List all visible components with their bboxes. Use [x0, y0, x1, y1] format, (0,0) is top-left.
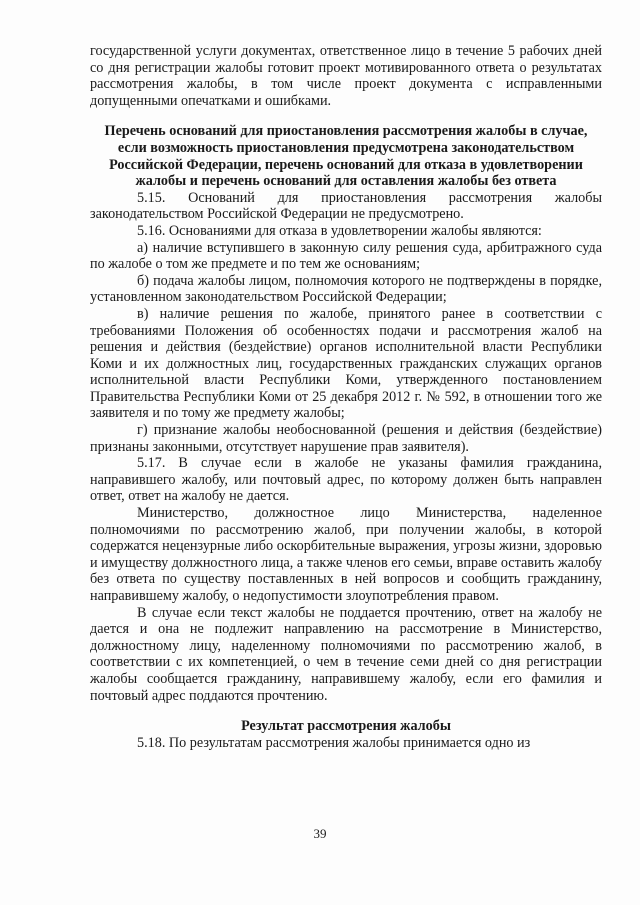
paragraph-intro: государственной услуги документах, ответственное лицо в течение 5 рабочих дней со дня регистрации жалобы готовит проект мотивированного ответа о результатах рассмотрения жалобы, в том числе проект документа с исправленными допущенными опечатками и ошибками. — [90, 43, 602, 109]
document-body — [90, 43, 602, 751]
list-item-a: а) наличие вступившего в законную силу решения суда, арбитражного суда по жалобе о том же предмете и по тем же основаниям; — [90, 239, 602, 273]
paragraph-5-18: 5.18. По результатам рассмотрения жалобы принимается одно из — [137, 734, 531, 751]
page-number: 39 — [313, 826, 327, 841]
list-item-b: б) подача жалобы лицом, полномочия которого не подтверждены в порядке, установленном законодательством Российской Федерации; — [90, 272, 602, 306]
list-item-g: г) признание жалобы необоснованной (решения и действия (бездействие) признаны законными, отсутствует нарушение прав заявителя). — [90, 422, 602, 455]
paragraph-5-17: 5.17. В случае если в жалобе не указаны фамилия гражданина, направившего жалобу, или почтовый адрес, по которому должен быть направлен ответ, ответ на жалобу не дается. — [90, 455, 602, 505]
paragraph-offensive-content: Министерство, должностное лицо Министерства, наделенное полномочиями по рассмотрению жалоб, при получении жалобы, в которой содержатся нецензурные либо оскорбительные выражения, угрозы жизни, здоровью и имуществу должностного лица, а также членов его семьи, вправе оставить жалобу без ответа по существу поставленных в ней вопросов и сообщить гражданину, направившему жалобу, о недопустимости злоупотребления правом. — [90, 505, 602, 604]
section-heading-grounds: Перечень оснований для приостановления рассмотрения жалобы в случае, если возможность приостановления предусмотрена законодательством Российской Федерации, перечень оснований для отказа в удовлетворении жалобы и перечень оснований для оставления жалобы без ответа — [104, 123, 588, 190]
section-heading-result: Результат рассмотрения жалобы — [241, 718, 451, 735]
paragraph-5-16: 5.16. Основаниями для отказа в удовлетворении жалобы являются: — [137, 222, 542, 239]
list-item-v: в) наличие решения по жалобе, принятого ранее в соответствии с требованиями Положения об особенностях подачи и рассмотрения жалоб на решения и действия (бездействие) органов исполнительной власти Республики Коми и их должностных лиц, государственных гражданских служащих органов исполнительной власти Республики Коми, утвержденного постановлением Правительства Республики Коми от 25 декабря 2012 г. № 592, в отношении того же заявителя и по тому же предмету жалобы; — [90, 305, 602, 422]
paragraph-unreadable-text: В случае если текст жалобы не поддается прочтению, ответ на жалобу не дается и она не подлежит направлению на рассмотрение в Министерство, должностному лицу, наделенному полномочиями по рассмотрению жалоб, в соответствии с их компетенцией, о чем в течение семи дней со дня регистрации жалобы сообщается гражданину, направившему жалобу, если его фамилия и почтовый адрес поддаются прочтению. — [90, 604, 602, 704]
paragraph-5-15: 5.15. Оснований для приостановления рассмотрения жалобы законодательством Российской Федерации не предусмотрено. — [90, 189, 602, 223]
